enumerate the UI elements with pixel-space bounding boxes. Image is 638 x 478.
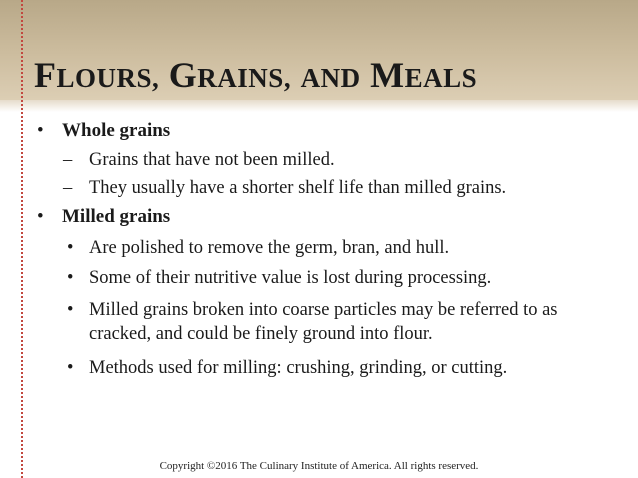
dotted-margin-rule xyxy=(21,0,23,478)
list-item xyxy=(67,266,599,290)
list-item-text: They usually have a shorter shelf life than milled grains. xyxy=(89,178,507,198)
section-heading-text: Whole grains xyxy=(62,120,171,141)
bullet-icon: • xyxy=(37,206,44,227)
list-item xyxy=(67,236,599,260)
title-word: AND xyxy=(300,63,361,93)
list-item xyxy=(67,298,599,346)
section-heading-whole-grains xyxy=(37,120,171,142)
list-item xyxy=(63,148,599,172)
title-word: MEALS xyxy=(370,55,478,95)
list-item-text: Are polished to remove the germ, bran, and hull. xyxy=(89,238,450,258)
list-item-text: Some of their nutritive value is lost during processing. xyxy=(89,268,492,288)
bullet-icon: • xyxy=(67,300,74,320)
section-heading-text: Milled grains xyxy=(62,206,171,227)
bullet-icon: • xyxy=(37,120,44,141)
list-item-text: Methods used for milling: crushing, grinding, or cutting. xyxy=(89,358,508,378)
copyright-footer: Copyright ©2016 The Culinary Institute of America. All rights reserved. xyxy=(159,460,479,472)
title-word: GRAINS, xyxy=(168,55,292,95)
bullet-icon: • xyxy=(67,268,74,288)
title-word: FLOURS, xyxy=(34,55,160,95)
dash-icon: – xyxy=(63,178,73,198)
section-heading-milled-grains xyxy=(37,206,171,228)
slide-title xyxy=(34,54,477,96)
title-band-fade xyxy=(0,100,638,112)
list-item-text: Grains that have not been milled. xyxy=(89,150,335,170)
bullet-icon: • xyxy=(67,238,74,258)
dash-icon: – xyxy=(63,150,73,170)
bullet-icon: • xyxy=(67,358,74,378)
list-item xyxy=(63,176,599,200)
list-item-text: Milled grains broken into coarse particles may be referred to as cracked, and could be finely ground into flour. xyxy=(89,300,558,344)
list-item xyxy=(67,356,599,380)
